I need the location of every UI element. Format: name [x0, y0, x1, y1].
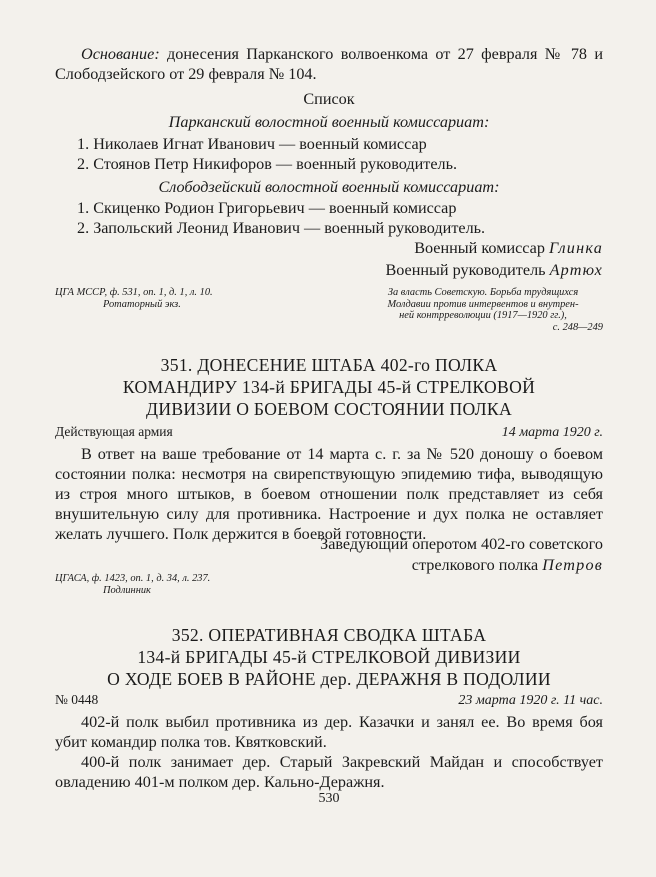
doc351-title: 351. ДОНЕСЕНИЕ ШТАБА 402-го ПОЛКА КОМАНДИРУ 134-й БРИГАДЫ 45-й СТРЕЛКОВОЙ ДИВИЗИИ О БОЕВОМ СОСТОЯНИИ ПОЛКА	[122, 355, 536, 419]
list-item: 2. Стоянов Петр Никифоров — военный руководитель.	[77, 155, 458, 173]
reference-right: За власть Советскую. Борьба трудящихся Молдавии против интервентов и внутрен- ней контрреволюции (1917—1920 гг.), с. 248—249	[387, 287, 603, 333]
list-item: 1. Николаев Игнат Иванович — военный комиссар	[77, 135, 427, 153]
doc351-sign-line2: стрелкового полка Петров	[411, 556, 603, 574]
page-number: 530	[318, 791, 340, 806]
list-title: Список	[303, 90, 355, 108]
parkan-heading: Парканский волостной военный комиссариат:	[168, 113, 490, 131]
doc352-date: 23 марта 1920 г. 11 час.	[458, 693, 603, 708]
signature-leader: Военный руководитель Артюх	[385, 261, 603, 279]
signature-commissar: Военный комиссар Глинка	[414, 239, 603, 257]
slobodzeya-list	[55, 198, 603, 238]
doc352-para2: 400-й полк занимает дер. Старый Закревский Майдан и способствует овладению 401-м полком дер. Кально-Деражня.	[55, 753, 603, 791]
doc352-body	[55, 712, 603, 792]
reference-left: ЦГА МССР, ф. 531, оп. 1, д. 1, л. 10. Ротаторный экз.	[55, 287, 213, 310]
basis-paragraph	[55, 44, 603, 84]
doc351-meta	[55, 424, 603, 441]
basis-text: донесения Парканского волвоенкома от 27 февраля № 78 и Слободзейского от 29 февраля № 104.	[55, 45, 603, 83]
doc352-para1: 402-й полк выбил противника из дер. Казачки и занял ее. Во время боя убит командир полка тов. Квятковский.	[55, 713, 603, 751]
slobodzeya-heading: Слободзейский волостной военный комиссариат:	[158, 178, 500, 196]
doc351-sign-line1: Заведующий оперотом 402-го советского	[320, 535, 603, 553]
doc351-date: 14 марта 1920 г.	[501, 425, 603, 440]
doc352-title: 352. ОПЕРАТИВНАЯ СВОДКА ШТАБА 134-й БРИГАДЫ 45-й СТРЕЛКОВОЙ ДИВИЗИИ О ХОДЕ БОЕВ В РАЙОНЕ дер. ДЕРАЖНЯ В ПОДОЛИИ	[107, 625, 551, 689]
list-item: 2. Запольский Леонид Иванович — военный руководитель.	[77, 219, 486, 237]
basis-label: Основание:	[81, 45, 160, 63]
doc352-meta	[55, 692, 603, 709]
parkan-list	[55, 134, 603, 174]
doc351-body: В ответ на ваше требование от 14 марта с. г. за № 520 доношу о боевом состоянии полка: несмотря на свирепствующую эпидемию тифа, выводящую из строя много штыков, в боевом отношении полк представляет из себя внушительную силу для противника. Настроение и дух полка не оставляет желать лучшего. Полк держится в боевой готовности.	[55, 445, 603, 543]
list-item: 1. Скиценко Родион Григорьевич — военный комиссар	[77, 199, 457, 217]
doc351-place: Действующая армия	[55, 424, 173, 439]
doc351-reference: ЦГАСА, ф. 1423, оп. 1, д. 34, л. 237. Подлинник	[55, 573, 211, 596]
doc352-number: № 0448	[55, 692, 99, 707]
